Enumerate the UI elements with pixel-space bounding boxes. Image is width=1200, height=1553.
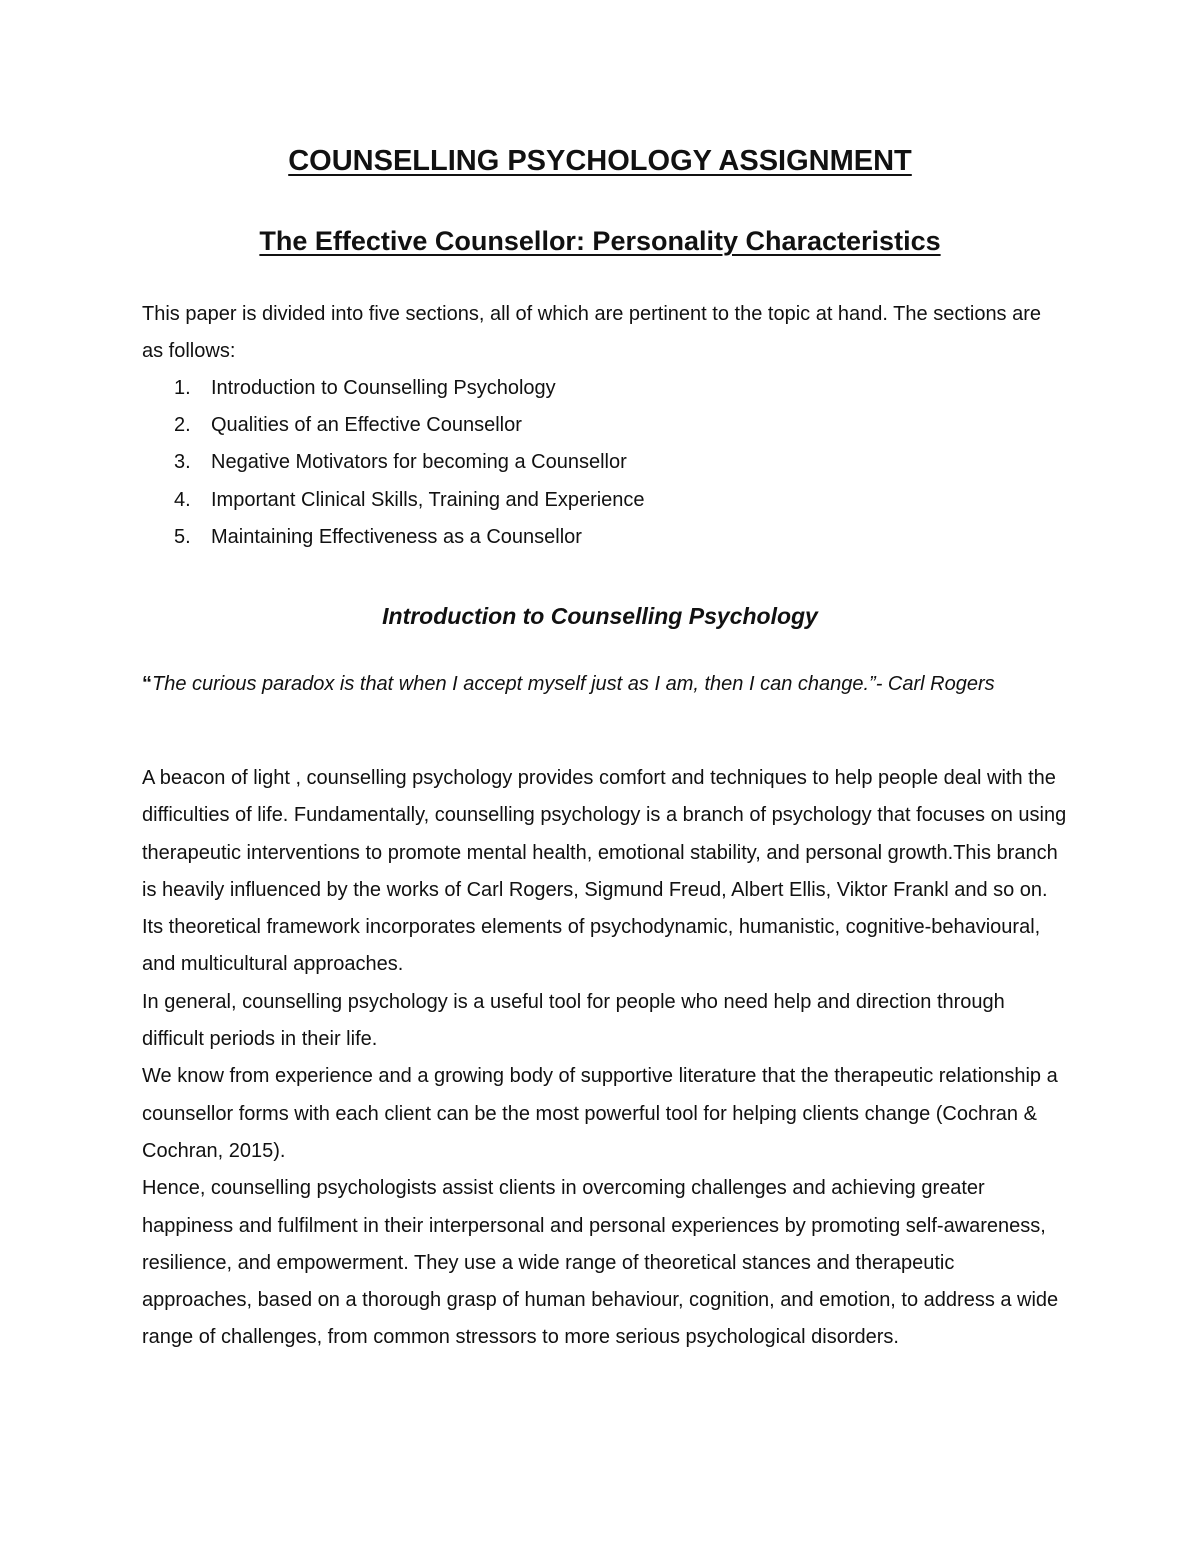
body-paragraph: In general, counselling psychology is a useful tool for people who need help and direction through difficult periods in their life.: [142, 990, 1005, 1051]
list-item-number: 2.: [174, 414, 191, 437]
list-item-label: Qualities of an Effective Counsellor: [211, 414, 522, 437]
list-item: [174, 519, 645, 556]
carl-rogers-quote: [142, 670, 1022, 698]
section-heading: Introduction to Counselling Psychology: [382, 603, 818, 629]
list-item-number: 1.: [174, 377, 191, 399]
list-item-label: Negative Motivators for becoming a Counsellor: [211, 451, 627, 474]
body-paragraph: A beacon of light , counselling psychology provides comfort and techniques to help people deal with the difficulties of life. Fundamentally, counselling psychology is a branch of psychology that focuses on using therapeutic interventions to promote mental health, emotional stability, and personal growth.This branch is heavily influenced by the works of Carl Rogers, Sigmund Freud, Albert Ellis, Viktor Frankl and so on. Its theoretical framework incorporates elements of psychodynamic, humanistic, cognitive-behavioural, and multicultural approaches.: [142, 767, 1067, 976]
sections-list: [174, 370, 645, 556]
list-item-number: 3.: [174, 451, 191, 474]
body-paragraph: Hence, counselling psychologists assist clients in overcoming challenges and achieving greater happiness and fulfilment in their interpersonal and personal experiences by promoting self-awareness, resilience, and empowerment. They use a wide range of theoretical stances and therapeutic approaches, based on a thorough grasp of human behaviour, cognition, and emotion, to address a wide range of challenges, from common stressors to more serious psychological disorders.: [142, 1177, 1059, 1349]
list-item-number: 5.: [174, 525, 191, 548]
list-item: [174, 444, 645, 481]
list-item-label: Introduction to Counselling Psychology: [211, 377, 556, 399]
list-item-label: Important Clinical Skills, Training and Experience: [211, 488, 645, 511]
list-item: [174, 407, 645, 444]
intro-paragraph: This paper is divided into five sections, all of which are pertinent to the topic at hand. The sections are as follows:: [142, 303, 1042, 362]
list-item-label: Maintaining Effectiveness as a Counsellor: [211, 525, 582, 548]
document-subtitle: The Effective Counsellor: Personality Characteristics: [259, 226, 941, 256]
quote-text: The curious paradox is that when I accept myself just as I am, then I can change.”- Carl Rogers: [152, 673, 995, 695]
list-item-number: 4.: [174, 488, 191, 511]
document-title: COUNSELLING PSYCHOLOGY ASSIGNMENT: [288, 145, 912, 177]
quote-open-mark: “: [142, 673, 152, 695]
body-paragraph: We know from experience and a growing body of supportive literature that the therapeutic relationship a counsellor forms with each client can be the most powerful tool for helping clients change (Cochran & Cochran, 2015).: [142, 1065, 1058, 1162]
list-item: [174, 370, 645, 407]
list-item: [174, 482, 645, 519]
body-text: [142, 760, 1067, 1357]
